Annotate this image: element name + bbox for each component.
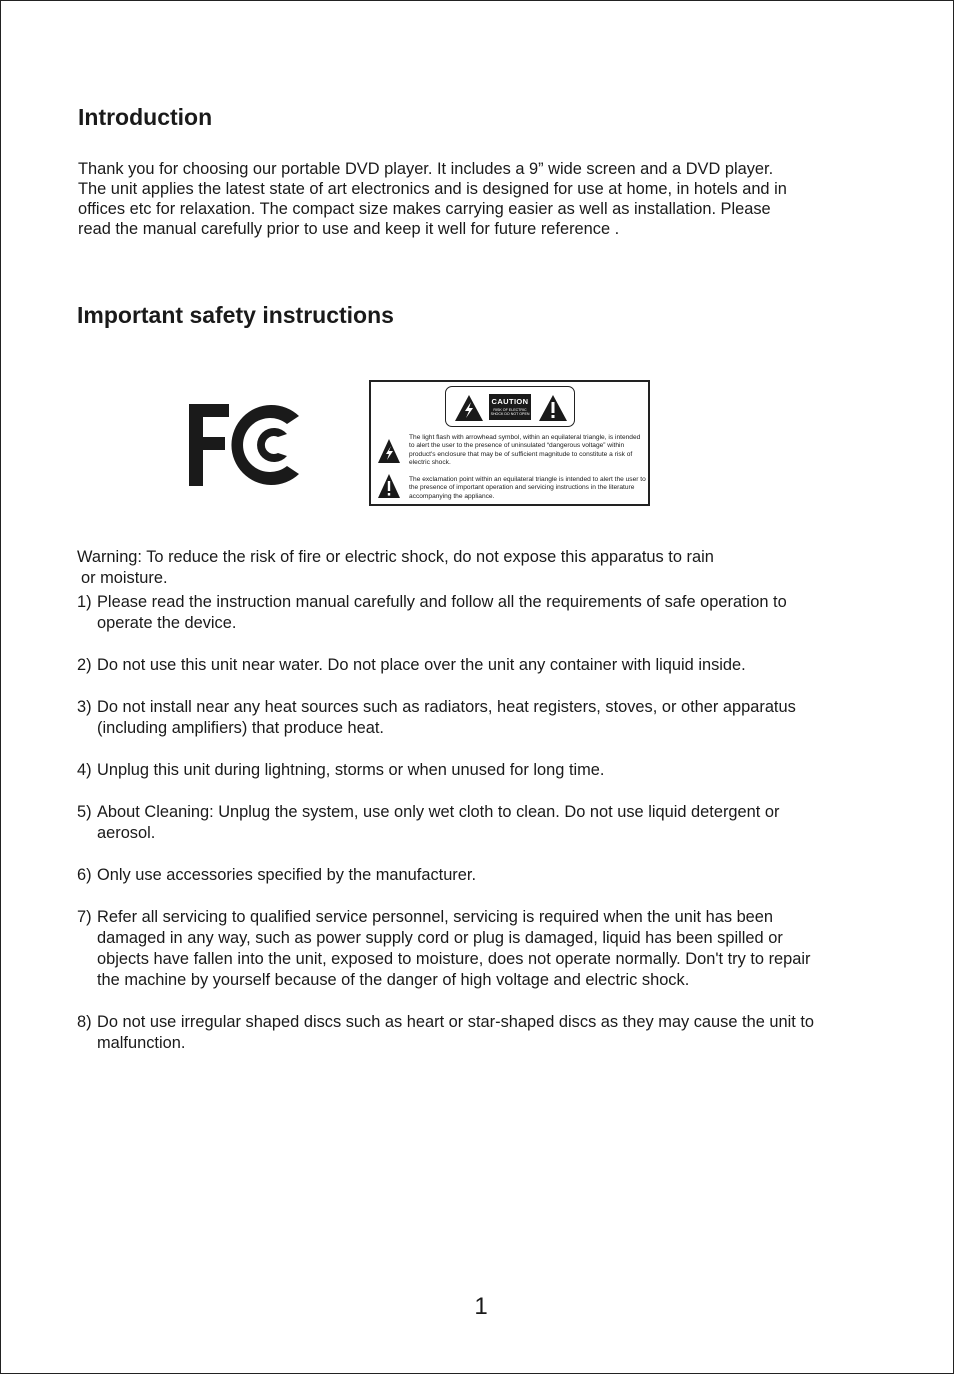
caution-center-plate xyxy=(489,394,531,420)
fcc-logo xyxy=(187,402,309,488)
item-number: 5) xyxy=(77,803,92,821)
item-number: 6) xyxy=(77,866,92,884)
item-number: 4) xyxy=(77,761,92,779)
item-text: Do not install near any heat sources such as radiators, heat registers, stoves, or other apparatus (including amplifiers) that produce heat. xyxy=(97,698,796,737)
list-item xyxy=(77,760,822,781)
item-number: 7) xyxy=(77,908,92,926)
introduction-heading: Introduction xyxy=(78,104,213,130)
item-text: Do not use irregular shaped discs such as heart or star-shaped discs as they may cause the unit to malfunction. xyxy=(97,1013,815,1052)
warning-line: Warning: To reduce the risk of fire or electric shock, do not expose this apparatus to rain xyxy=(77,548,714,566)
list-item xyxy=(77,865,822,886)
caution-note-lightning: The light flash with arrowhead symbol, within an equilateral triangle, is intended to alert the user to the presence of uninsulated “dangerous voltage” within product's enclosure that may be of sufficient magnitude to constitute a risk of electric shock. xyxy=(409,434,641,466)
item-number: 1) xyxy=(77,593,92,611)
item-text: Please read the instruction manual carefully and follow all the requirements of safe operation to operate the device. xyxy=(97,593,787,632)
list-item xyxy=(77,655,822,676)
caution-word: CAUTION xyxy=(491,397,529,406)
lightning-triangle-icon xyxy=(377,438,401,464)
caution-box xyxy=(369,380,650,506)
list-item xyxy=(77,1012,822,1054)
item-number: 8) xyxy=(77,1013,92,1031)
introduction-paragraph: Thank you for choosing our portable DVD player. It includes a 9” wide screen and a DVD player. The unit applies the latest state of art electronics and is designed for use at home, in hotels and in offices etc for relaxation. The compact size makes carrying easier as well as installation. Please read the manual carefully prior to use and keep it well for future reference . xyxy=(78,160,787,238)
item-text: Unplug this unit during lightning, storms or when unused for long time. xyxy=(97,761,605,779)
safety-heading: Important safety instructions xyxy=(77,302,394,328)
list-item xyxy=(77,697,822,739)
list-item xyxy=(77,907,822,991)
warning-text xyxy=(77,547,822,589)
item-text: Do not use this unit near water. Do not place over the unit any container with liquid inside. xyxy=(97,656,746,674)
safety-instructions-list xyxy=(77,592,822,1075)
exclamation-triangle-icon xyxy=(538,394,568,422)
item-text: About Cleaning: Unplug the system, use only wet cloth to clean. Do not use liquid detergent or aerosol. xyxy=(97,803,780,842)
caution-note-exclamation: The exclamation point within an equilateral triangle is intended to alert the user to the presence of important operation and servicing instructions in the literature accompanying the appliance. xyxy=(409,476,646,500)
item-text: Refer all servicing to qualified service personnel, servicing is required when the unit has been damaged in any way, such as power supply cord or plug is damaged, liquid has been spilled or objects have fallen into the unit, exposed to moisture, does not operate normally. Don't try to repair the machine by yourself because of the danger of high voltage and electric shock. xyxy=(97,908,811,989)
page-number: 1 xyxy=(474,1293,488,1320)
list-item xyxy=(77,592,822,634)
caution-label xyxy=(445,386,575,427)
list-item xyxy=(77,802,822,844)
caution-subtext: RISK OF ELECTRIC SHOCK DO NOT OPEN xyxy=(490,408,530,416)
item-number: 2) xyxy=(77,656,92,674)
exclamation-triangle-icon xyxy=(377,473,401,499)
item-number: 3) xyxy=(77,698,92,716)
warning-line: or moisture. xyxy=(81,569,168,587)
item-text: Only use accessories specified by the manufacturer. xyxy=(97,866,476,884)
lightning-triangle-icon xyxy=(454,394,484,422)
